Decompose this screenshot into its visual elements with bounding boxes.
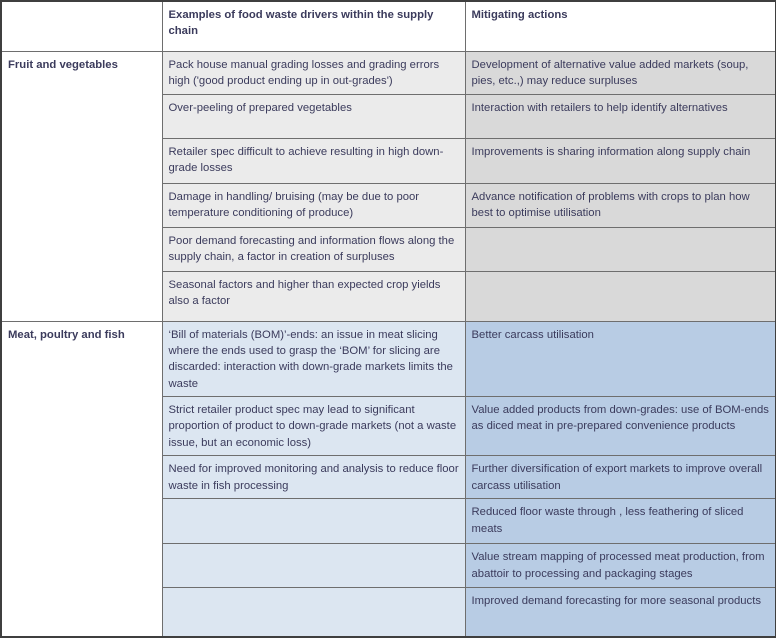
action-cell: Improvements is sharing information along supply chain xyxy=(465,138,776,183)
table-header-row xyxy=(1,1,776,51)
action-cell: Advance notification of problems with crops to plan how best to optimise utilisation xyxy=(465,183,776,227)
driver-cell: Retailer spec difficult to achieve resulting in high down-grade losses xyxy=(162,138,465,183)
category-cell-2: Meat, poultry and fish xyxy=(1,321,162,637)
action-cell: Better carcass utilisation xyxy=(465,321,776,397)
driver-cell: Poor demand forecasting and information flows along the supply chain, a factor in creation of surpluses xyxy=(162,227,465,271)
header-cell-drivers: Examples of food waste drivers within the supply chain xyxy=(162,1,465,51)
action-cell xyxy=(465,271,776,321)
table-row xyxy=(1,321,776,397)
action-cell: Improved demand forecasting for more seasonal products xyxy=(465,588,776,637)
action-cell: Value stream mapping of processed meat production, from abattoir to processing and packaging stages xyxy=(465,544,776,588)
category-cell-1: Fruit and vegetables xyxy=(1,51,162,321)
header-cell-actions: Mitigating actions xyxy=(465,1,776,51)
action-cell: Interaction with retailers to help identify alternatives xyxy=(465,94,776,138)
driver-cell: Strict retailer product spec may lead to significant proportion of product to down-grade markets (not a waste issue, but an economic loss) xyxy=(162,397,465,456)
driver-cell xyxy=(162,588,465,637)
driver-cell: Over-peeling of prepared vegetables xyxy=(162,94,465,138)
table-row xyxy=(1,51,776,94)
action-cell: Development of alternative value added markets (soup, pies, etc.,) may reduce surpluses xyxy=(465,51,776,94)
action-cell: Further diversification of export markets to improve overall carcass utilisation xyxy=(465,456,776,499)
driver-cell: Seasonal factors and higher than expected crop yields also a factor xyxy=(162,271,465,321)
driver-cell: ‘Bill of materials (BOM)’-ends: an issue in meat slicing where the ends used to grasp the ‘BOM’ for slicing are discarded: interaction with down-grade markets limits the waste xyxy=(162,321,465,397)
driver-cell: Need for improved monitoring and analysis to reduce floor waste in fish processing xyxy=(162,456,465,499)
driver-cell: Damage in handling/ bruising (may be due to poor temperature conditioning of produce) xyxy=(162,183,465,227)
action-cell: Reduced floor waste through , less feathering of sliced meats xyxy=(465,499,776,544)
action-cell: Value added products from down-grades: use of BOM-ends as diced meat in pre-prepared convenience products xyxy=(465,397,776,456)
driver-cell xyxy=(162,544,465,588)
action-cell xyxy=(465,227,776,271)
driver-cell: Pack house manual grading losses and grading errors high ('good product ending up in out-grades') xyxy=(162,51,465,94)
driver-cell xyxy=(162,499,465,544)
header-cell-category xyxy=(1,1,162,51)
